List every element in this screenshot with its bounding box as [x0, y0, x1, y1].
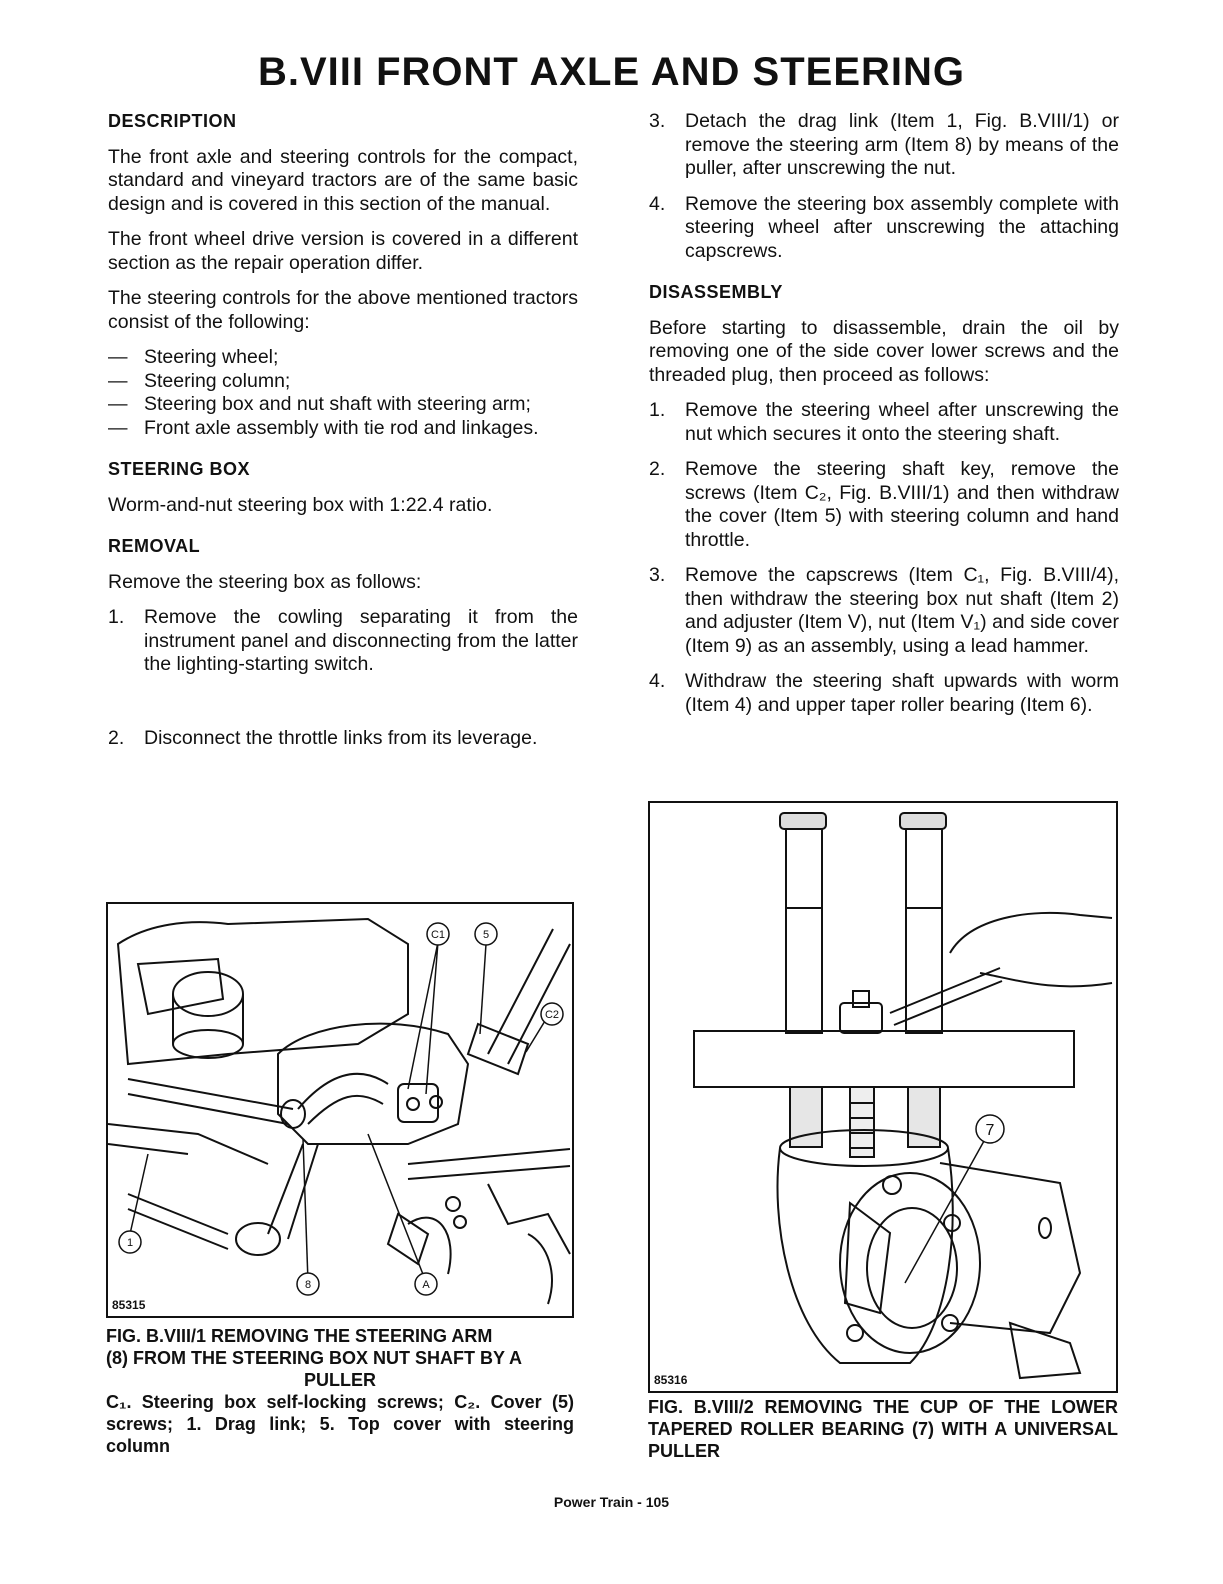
description-heading: DESCRIPTION: [108, 111, 237, 131]
left-column: [108, 110, 578, 762]
removal-step: 1. Remove the cowling separating it from the instrument panel and disconnecting from the latter the lighting-starting switch.: [108, 606, 578, 675]
page-title: B.VIII FRONT AXLE AND STEERING: [257, 50, 966, 94]
right-column: [649, 110, 1119, 729]
description-paragraph-1: The front axle and steering controls for the compact, standard and vineyard tractors are of the same basic design and is covered in this section of the manual.: [108, 145, 578, 215]
figure1-legend: C₁. Steering box self-locking screws; C₂. Cover (5) screws; 1. Drag link; 5. Top cover with steering column: [106, 1392, 574, 1456]
removal-intro: Remove the steering box as follows:: [108, 570, 422, 593]
steering-box-illustration: [108, 904, 572, 1316]
callout-5: 5: [482, 929, 490, 941]
dash-mark: —: [108, 369, 128, 392]
removal-step: 4. Remove the steering box assembly complete with steering wheel after unscrewing the attaching capscrews.: [649, 192, 1119, 262]
dash-mark: —: [108, 416, 128, 439]
figure2-caption-text: FIG. B.VIII/2 REMOVING THE CUP OF THE LOWER TAPERED ROLLER BEARING (7) WITH A UNIVERSAL PULLER: [648, 1397, 1118, 1461]
removal-step: 3. Detach the drag link (Item 1, Fig. B.VIII/1) or remove the steering arm (Item 8) by means of the puller, after unscrewing the nut.: [649, 110, 1119, 179]
disassembly-step: 4. Withdraw the steering shaft upwards with worm (Item 4) and upper taper roller bearing (Item 6).: [649, 670, 1119, 716]
list-item: — Front axle assembly with tie rod and linkages.: [108, 416, 539, 439]
callout-1: 1: [126, 1237, 134, 1249]
figure-number: 85316: [654, 1373, 688, 1387]
figure-bearing-cup-removal: [648, 801, 1118, 1393]
disassembly-intro: Before starting to disassemble, drain the oil by removing one of the side cover lower screws and the threaded plug, then proceed as follows:: [649, 316, 1119, 386]
dash-mark: —: [108, 393, 128, 415]
component-list: [108, 346, 578, 440]
disassembly-step: 3. Remove the capscrews (Item C₁, Fig. B.VIII/4), then withdraw the steering box nut shaft (Item 2) and adjuster (Item V), nut (Item V₁) and side cover (Item 9) as an assembly, using a lead hammer.: [649, 564, 1119, 657]
figure1-caption-title: FIG. B.VIII/1 REMOVING THE STEERING ARM (8) FROM THE STEERING BOX NUT SHAFT BY A PULLER: [106, 1326, 523, 1390]
figure1-caption: [106, 1325, 574, 1457]
callout-7: 7: [985, 1122, 995, 1139]
steering-box-heading: STEERING BOX: [108, 459, 251, 479]
removal-heading: REMOVAL: [108, 536, 201, 556]
callout-c1: C1: [430, 929, 446, 941]
disassembly-step: 1. Remove the steering wheel after unscrewing the nut which secures it onto the steering shaft.: [649, 399, 1119, 445]
puller-illustration: [650, 803, 1116, 1391]
disassembly-step: 2. Remove the steering shaft key, remove the screws (Item C₂, Fig. B.VIII/1) and then withdraw the cover (Item 5) with steering column and hand throttle.: [649, 458, 1119, 551]
list-item: — Steering wheel;: [108, 346, 279, 368]
page-footer: Power Train - 105: [553, 1494, 670, 1510]
figure-number: 85315: [112, 1298, 146, 1312]
callout-8: 8: [304, 1279, 312, 1291]
description-paragraph-3: The steering controls for the above mentioned tractors consist of the following:: [108, 287, 578, 333]
list-item: — Steering column;: [108, 369, 291, 392]
figure-steering-arm-removal: [106, 902, 574, 1318]
removal-step: 2. Disconnect the throttle links from its leverage.: [108, 726, 538, 749]
description-paragraph-2: The front wheel drive version is covered in a different section as the repair operation differ.: [108, 228, 578, 274]
list-item: — Steering box and nut shaft with steering arm;: [108, 393, 531, 415]
figure2-caption: [648, 1396, 1118, 1462]
dash-mark: —: [108, 346, 128, 368]
callout-a: A: [422, 1279, 430, 1291]
callout-c2: C2: [544, 1009, 560, 1021]
steering-box-text: Worm-and-nut steering box with 1:22.4 ratio.: [108, 493, 493, 516]
disassembly-heading: DISASSEMBLY: [649, 282, 783, 302]
